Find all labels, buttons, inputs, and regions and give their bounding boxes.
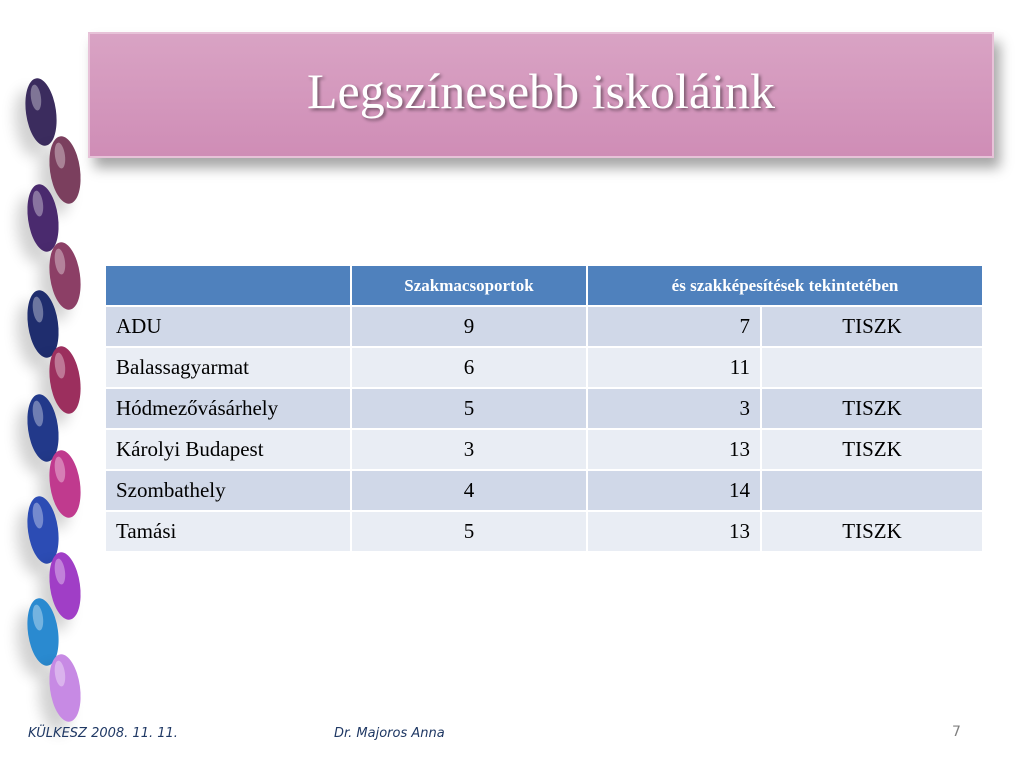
pill-decoration: [21, 76, 60, 148]
decorative-pill-column: [0, 0, 100, 768]
footer-author: Dr. Majoros Anna: [334, 726, 445, 741]
title-banner: [88, 32, 994, 158]
table-cell: 5: [351, 511, 587, 552]
slide-title: Legszínesebb iskoláink: [307, 63, 775, 119]
table-cell: Hódmezővásárhely: [105, 388, 351, 429]
table-row: [105, 388, 983, 429]
table-header-cell: [105, 265, 351, 306]
schools-table: [104, 264, 984, 553]
table-header-cell: és szakképesítések tekintetében: [587, 265, 983, 306]
table-row: [105, 306, 983, 347]
table-cell: 13: [587, 511, 761, 552]
page-number: 7: [952, 724, 961, 740]
pill-decoration: [45, 652, 84, 724]
table-cell: Tamási: [105, 511, 351, 552]
table-cell: TISZK: [761, 429, 983, 470]
table-cell: [761, 347, 983, 388]
table-cell: 3: [351, 429, 587, 470]
table-cell: [761, 470, 983, 511]
table-cell: Károlyi Budapest: [105, 429, 351, 470]
table-row: [105, 347, 983, 388]
table-cell: Balassagyarmat: [105, 347, 351, 388]
table-cell: 6: [351, 347, 587, 388]
footer-date: KÜLKESZ 2008. 11. 11.: [28, 726, 178, 741]
table-row: [105, 470, 983, 511]
table-header-row: [105, 265, 983, 306]
table-cell: 5: [351, 388, 587, 429]
table-cell: 9: [351, 306, 587, 347]
table-cell: 3: [587, 388, 761, 429]
table-cell: TISZK: [761, 511, 983, 552]
table-cell: 13: [587, 429, 761, 470]
table-cell: 7: [587, 306, 761, 347]
table-cell: TISZK: [761, 306, 983, 347]
table-row: [105, 429, 983, 470]
table-header-cell: Szakmacsoportok: [351, 265, 587, 306]
table-cell: 14: [587, 470, 761, 511]
table-cell: 11: [587, 347, 761, 388]
table-row: [105, 511, 983, 552]
table-cell: Szombathely: [105, 470, 351, 511]
table-cell: ADU: [105, 306, 351, 347]
table-cell: 4: [351, 470, 587, 511]
table-cell: TISZK: [761, 388, 983, 429]
